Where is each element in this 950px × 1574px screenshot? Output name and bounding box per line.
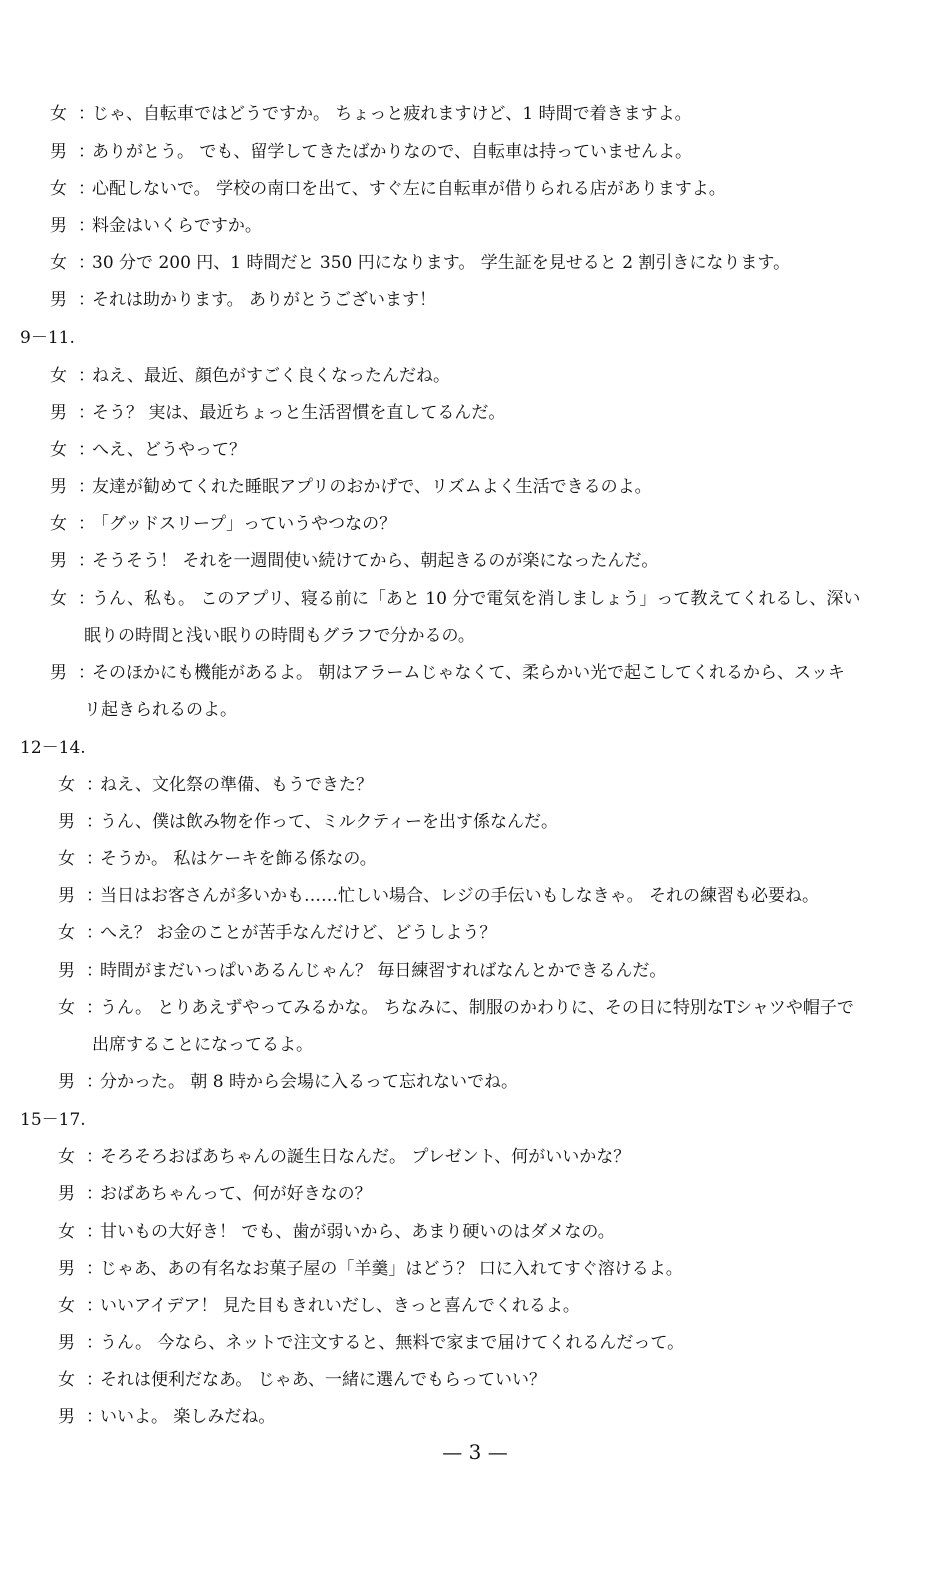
speaker-label: 男 bbox=[50, 551, 67, 571]
separator: ： bbox=[86, 775, 103, 795]
separator: ： bbox=[78, 142, 95, 162]
line-text: そうか。 私はケーキを飾る係なの。 bbox=[100, 849, 377, 869]
separator: ： bbox=[86, 1147, 103, 1167]
dialogue-line bbox=[58, 921, 496, 945]
speaker-label: 女 bbox=[58, 1147, 75, 1167]
dialogue-line bbox=[50, 587, 860, 611]
line-text: ありがとう。 でも、留学してきたばかりなので、自転車は持っていませんよ。 bbox=[92, 142, 693, 162]
separator: ： bbox=[86, 923, 103, 943]
dialogue-line bbox=[50, 401, 505, 425]
separator: ： bbox=[86, 1370, 103, 1390]
speaker-label: 男 bbox=[58, 1407, 75, 1427]
line-text: じゃ、自転車ではどうですか。 ちょっと疲れますけど、1 時間で着きますよ。 bbox=[92, 104, 692, 124]
dialogue-line bbox=[58, 1145, 630, 1169]
dialogue-line bbox=[50, 214, 262, 238]
dialogue-line bbox=[58, 1070, 518, 1094]
speaker-label: 男 bbox=[50, 290, 67, 310]
separator: ： bbox=[86, 812, 103, 832]
separator: ： bbox=[78, 104, 95, 124]
separator: ： bbox=[86, 1407, 103, 1427]
line-text: うん。 とりあえずやってみるかな。 ちなみに、制服のかわりに、その日に特別なTシャツや帽子で bbox=[100, 998, 854, 1018]
separator: ： bbox=[78, 179, 95, 199]
line-text: うん、僕は飲み物を作って、ミルクティーを出す係なんだ。 bbox=[100, 812, 558, 832]
speaker-label: 男 bbox=[50, 663, 67, 683]
dialogue-line bbox=[58, 1182, 372, 1206]
dialogue-line bbox=[58, 996, 854, 1020]
dialogue-line bbox=[58, 1294, 580, 1318]
separator: ： bbox=[78, 290, 95, 310]
dialogue-line bbox=[58, 847, 377, 871]
dialogue-line bbox=[58, 1257, 683, 1281]
dialogue-line bbox=[58, 1220, 615, 1244]
separator: ： bbox=[78, 589, 95, 609]
separator: ： bbox=[78, 366, 95, 386]
dialogue-line bbox=[50, 177, 726, 201]
separator: ： bbox=[78, 477, 95, 497]
dialogue-line bbox=[50, 661, 845, 685]
separator: ： bbox=[86, 998, 103, 1018]
separator: ： bbox=[86, 1184, 103, 1204]
speaker-label: 女 bbox=[58, 923, 75, 943]
separator: ： bbox=[86, 1222, 103, 1242]
line-text: いいアイデア！ 見た目もきれいだし、きっと喜んでくれるよ。 bbox=[100, 1296, 580, 1316]
line-text: 甘いもの大好き！ でも、歯が弱いから、あまり硬いのはダメなの。 bbox=[100, 1222, 615, 1242]
dialogue-line bbox=[58, 810, 558, 834]
speaker-label: 男 bbox=[58, 1333, 75, 1353]
dialogue-line bbox=[50, 438, 246, 462]
separator: ： bbox=[78, 253, 95, 273]
line-continuation: 出席することになってるよ。 bbox=[92, 1035, 313, 1055]
dialogue-line bbox=[50, 251, 790, 275]
dialogue-line bbox=[58, 1368, 546, 1392]
speaker-label: 女 bbox=[50, 253, 67, 273]
speaker-label: 女 bbox=[58, 1370, 75, 1390]
speaker-label: 女 bbox=[58, 775, 75, 795]
speaker-label: 女 bbox=[50, 366, 67, 386]
line-text: 当日はお客さんが多いかも……忙しい場合、レジの手伝いもしなきゃ。 それの練習も必要ね。 bbox=[100, 886, 819, 906]
speaker-label: 女 bbox=[58, 1296, 75, 1316]
line-text: そのほかにも機能があるよ。 朝はアラームじゃなくて、柔らかい光で起こしてくれるから、スッキ bbox=[92, 663, 845, 683]
line-text: 友達が勧めてくれた睡眠アプリのおかげで、リズムよく生活できるのよ。 bbox=[92, 477, 652, 497]
line-text: へえ、どうやって？ bbox=[92, 440, 247, 460]
speaker-label: 男 bbox=[58, 886, 75, 906]
separator: ： bbox=[78, 440, 95, 460]
line-text: 「グッドスリープ」っていうやつなの？ bbox=[92, 514, 397, 534]
line-text: 心配しないで。 学校の南口を出て、すぐ左に自転車が借りられる店がありますよ。 bbox=[92, 179, 726, 199]
line-continuation: 眠りの時間と浅い眠りの時間もグラフで分かるの。 bbox=[84, 626, 475, 646]
separator: ： bbox=[78, 551, 95, 571]
line-text: そろそろおばあちゃんの誕生日なんだ。 プレゼント、何がいいかな？ bbox=[100, 1147, 631, 1167]
line-text: それは助かります。 ありがとうございます！ bbox=[92, 290, 437, 310]
line-text: 時間がまだいっぱいあるんじゃん？ 毎日練習すればなんとかできるんだ。 bbox=[100, 961, 667, 981]
dialogue-line bbox=[50, 512, 396, 536]
separator: ： bbox=[86, 961, 103, 981]
dialogue-line bbox=[50, 288, 436, 312]
section-heading: 12－14. bbox=[20, 738, 86, 758]
dialogue-line bbox=[50, 140, 692, 164]
separator: ： bbox=[86, 1072, 103, 1092]
speaker-label: 女 bbox=[50, 179, 67, 199]
separator: ： bbox=[78, 216, 95, 236]
dialogue-line bbox=[50, 549, 658, 573]
speaker-label: 男 bbox=[58, 1072, 75, 1092]
speaker-label: 男 bbox=[58, 812, 75, 832]
line-text: うん。 今なら、ネットで注文すると、無料で家まで届けてくれるんだって。 bbox=[100, 1333, 685, 1353]
dialogue-line bbox=[50, 364, 450, 388]
speaker-label: 男 bbox=[58, 1259, 75, 1279]
speaker-label: 女 bbox=[50, 589, 67, 609]
line-text: それは便利だなあ。 じゃあ、一緒に選んでもらっていい？ bbox=[100, 1370, 547, 1390]
dialogue-line bbox=[50, 102, 692, 126]
dialogue-line bbox=[50, 475, 652, 499]
separator: ： bbox=[86, 886, 103, 906]
dialogue-line bbox=[58, 884, 819, 908]
line-text: 30 分で 200 円、1 時間だと 350 円になります。 学生証を見せると 2 割引きになります。 bbox=[92, 253, 791, 273]
line-text: へえ？ お金のことが苦手なんだけど、どうしよう？ bbox=[100, 923, 497, 943]
line-text: ねえ、最近、顔色がすごく良くなったんだね。 bbox=[92, 366, 451, 386]
dialogue-line bbox=[58, 1405, 275, 1429]
speaker-label: 男 bbox=[58, 961, 75, 981]
separator: ： bbox=[86, 1259, 103, 1279]
separator: ： bbox=[78, 514, 95, 534]
line-text: 料金はいくらですか。 bbox=[92, 216, 262, 236]
line-text: そうそう！ それを一週間使い続けてから、朝起きるのが楽になったんだ。 bbox=[92, 551, 659, 571]
line-text: いいよ。 楽しみだね。 bbox=[100, 1407, 276, 1427]
line-text: おばあちゃんって、何が好きなの？ bbox=[100, 1184, 372, 1204]
speaker-label: 男 bbox=[50, 403, 67, 423]
speaker-label: 男 bbox=[50, 142, 67, 162]
line-text: うん、私も。 このアプリ、寝る前に「あと 10 分で電気を消しましょう」って教えてくれるし、深い bbox=[92, 589, 861, 609]
line-text: 分かった。 朝 8 時から会場に入るって忘れないでね。 bbox=[100, 1072, 519, 1092]
section-heading: 9－11. bbox=[20, 328, 75, 348]
speaker-label: 女 bbox=[58, 1222, 75, 1242]
line-text: ねえ、文化祭の準備、もうできた？ bbox=[100, 775, 374, 795]
separator: ： bbox=[78, 403, 95, 423]
speaker-label: 女 bbox=[58, 998, 75, 1018]
separator: ： bbox=[86, 849, 103, 869]
speaker-label: 女 bbox=[50, 104, 67, 124]
dialogue-line bbox=[58, 959, 666, 983]
line-text: そう？ 実は、最近ちょっと生活習慣を直してるんだ。 bbox=[92, 403, 506, 423]
speaker-label: 女 bbox=[50, 440, 67, 460]
speaker-label: 女 bbox=[50, 514, 67, 534]
section-heading: 15－17. bbox=[20, 1110, 86, 1130]
line-continuation: リ起きられるのよ。 bbox=[84, 700, 237, 720]
page-number: — 3 — bbox=[442, 1440, 508, 1464]
dialogue-line bbox=[58, 773, 373, 797]
line-text: じゃあ、あの有名なお菓子屋の「羊羹」はどう？ 口に入れてすぐ溶けるよ。 bbox=[100, 1259, 683, 1279]
separator: ： bbox=[86, 1333, 103, 1353]
dialogue-line bbox=[58, 1331, 684, 1355]
speaker-label: 男 bbox=[58, 1184, 75, 1204]
speaker-label: 男 bbox=[50, 216, 67, 236]
speaker-label: 男 bbox=[50, 477, 67, 497]
speaker-label: 女 bbox=[58, 849, 75, 869]
separator: ： bbox=[78, 663, 95, 683]
separator: ： bbox=[86, 1296, 103, 1316]
